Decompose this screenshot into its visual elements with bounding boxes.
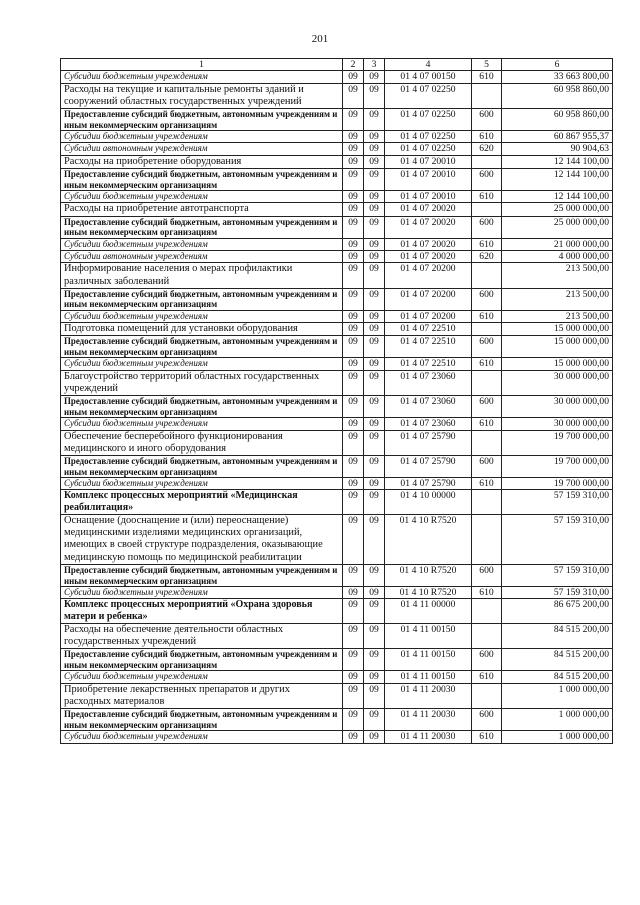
row-name-cell: Предоставление субсидий бюджетным, автономным учреждениям и иным некоммерческим организациям bbox=[61, 169, 343, 191]
row-subsection-cell: 09 bbox=[364, 155, 385, 168]
table-row bbox=[61, 731, 613, 743]
row-target-article-cell: 01 4 07 22510 bbox=[385, 336, 472, 358]
row-amount-cell: 19 700 000,00 bbox=[502, 456, 613, 478]
row-amount-cell: 90 904,63 bbox=[502, 143, 613, 155]
row-subsection-cell: 09 bbox=[364, 671, 385, 683]
row-subsection-cell: 09 bbox=[364, 238, 385, 250]
row-section-cell: 09 bbox=[343, 155, 364, 168]
row-amount-cell: 4 000 000,00 bbox=[502, 250, 613, 262]
row-section-cell: 09 bbox=[343, 169, 364, 191]
row-expense-type-cell: 600 bbox=[472, 565, 502, 587]
row-expense-type-cell: 600 bbox=[472, 109, 502, 131]
row-expense-type-cell: 610 bbox=[472, 358, 502, 370]
row-target-article-cell: 01 4 07 25790 bbox=[385, 478, 472, 490]
row-name-cell: Подготовка помещений для установки оборудования bbox=[61, 323, 343, 336]
row-expense-type-cell bbox=[472, 370, 502, 396]
table-row bbox=[61, 649, 613, 671]
row-amount-cell: 19 700 000,00 bbox=[502, 478, 613, 490]
row-subsection-cell: 09 bbox=[364, 514, 385, 564]
row-name-cell: Субсидии автономным учреждениям bbox=[61, 250, 343, 262]
row-section-cell: 09 bbox=[343, 456, 364, 478]
row-section-cell: 09 bbox=[343, 131, 364, 143]
table-row bbox=[61, 191, 613, 203]
row-expense-type-cell: 610 bbox=[472, 671, 502, 683]
column-header-3: 3 bbox=[364, 59, 385, 71]
row-expense-type-cell: 620 bbox=[472, 250, 502, 262]
row-expense-type-cell: 610 bbox=[472, 587, 502, 599]
row-section-cell: 09 bbox=[343, 430, 364, 456]
row-subsection-cell: 09 bbox=[364, 565, 385, 587]
row-section-cell: 09 bbox=[343, 709, 364, 731]
row-name-cell: Расходы на текущие и капитальные ремонты зданий и сооружений областных государственных учреждений bbox=[61, 83, 343, 109]
row-expense-type-cell: 600 bbox=[472, 396, 502, 418]
row-section-cell: 09 bbox=[343, 250, 364, 262]
row-name-cell: Обеспечение бесперебойного функционирования медицинского и иного оборудования bbox=[61, 430, 343, 456]
row-expense-type-cell: 610 bbox=[472, 71, 502, 83]
row-expense-type-cell bbox=[472, 490, 502, 515]
row-name-cell: Субсидии бюджетным учреждениям bbox=[61, 310, 343, 322]
row-expense-type-cell bbox=[472, 683, 502, 709]
row-target-article-cell: 01 4 07 20200 bbox=[385, 263, 472, 289]
row-target-article-cell: 01 4 10 00000 bbox=[385, 490, 472, 515]
row-expense-type-cell: 610 bbox=[472, 310, 502, 322]
row-name-cell: Субсидии бюджетным учреждениям bbox=[61, 587, 343, 599]
row-name-cell: Предоставление субсидий бюджетным, автономным учреждениям и иным некоммерческим организациям bbox=[61, 288, 343, 310]
row-section-cell: 09 bbox=[343, 323, 364, 336]
row-expense-type-cell bbox=[472, 514, 502, 564]
row-subsection-cell: 09 bbox=[364, 191, 385, 203]
row-name-cell: Информирование населения о мерах профилактики различных заболеваний bbox=[61, 263, 343, 289]
row-name-cell: Предоставление субсидий бюджетным, автономным учреждениям и иным некоммерческим организациям bbox=[61, 456, 343, 478]
row-name-cell: Предоставление субсидий бюджетным, автономным учреждениям и иным некоммерческим организациям bbox=[61, 109, 343, 131]
table-row bbox=[61, 514, 613, 564]
row-target-article-cell: 01 4 11 00150 bbox=[385, 649, 472, 671]
row-name-cell: Субсидии автономным учреждениям bbox=[61, 143, 343, 155]
row-target-article-cell: 01 4 11 00150 bbox=[385, 623, 472, 649]
column-header-5: 5 bbox=[472, 59, 502, 71]
row-target-article-cell: 01 4 07 02250 bbox=[385, 83, 472, 109]
row-section-cell: 09 bbox=[343, 191, 364, 203]
row-name-cell: Субсидии бюджетным учреждениям bbox=[61, 731, 343, 743]
row-name-cell: Предоставление субсидий бюджетным, автономным учреждениям и иным некоммерческим организациям bbox=[61, 396, 343, 418]
row-amount-cell: 19 700 000,00 bbox=[502, 430, 613, 456]
row-expense-type-cell bbox=[472, 623, 502, 649]
row-amount-cell: 12 144 100,00 bbox=[502, 191, 613, 203]
row-amount-cell: 57 159 310,00 bbox=[502, 490, 613, 515]
row-subsection-cell: 09 bbox=[364, 370, 385, 396]
row-name-cell: Оснащение (дооснащение и (или) переоснащение) медицинскими изделиями медицинских организаций, имеющих в своей структуре подразделения, оказывающие медицинскую помощь по медицинской реабилитации bbox=[61, 514, 343, 564]
page-number: 201 bbox=[311, 33, 329, 45]
row-subsection-cell: 09 bbox=[364, 623, 385, 649]
row-target-article-cell: 01 4 07 20020 bbox=[385, 250, 472, 262]
table-row bbox=[61, 623, 613, 649]
row-subsection-cell: 09 bbox=[364, 336, 385, 358]
row-amount-cell: 15 000 000,00 bbox=[502, 336, 613, 358]
table-row bbox=[61, 288, 613, 310]
row-section-cell: 09 bbox=[343, 599, 364, 624]
row-expense-type-cell bbox=[472, 83, 502, 109]
row-expense-type-cell bbox=[472, 263, 502, 289]
row-subsection-cell: 09 bbox=[364, 169, 385, 191]
row-section-cell: 09 bbox=[343, 203, 364, 216]
row-name-cell: Субсидии бюджетным учреждениям bbox=[61, 671, 343, 683]
row-expense-type-cell: 600 bbox=[472, 336, 502, 358]
row-target-article-cell: 01 4 11 20030 bbox=[385, 709, 472, 731]
table-row bbox=[61, 71, 613, 83]
table-row bbox=[61, 83, 613, 109]
row-subsection-cell: 09 bbox=[364, 456, 385, 478]
row-subsection-cell: 09 bbox=[364, 263, 385, 289]
table-row bbox=[61, 565, 613, 587]
table-body bbox=[61, 71, 613, 743]
table-row bbox=[61, 370, 613, 396]
row-subsection-cell: 09 bbox=[364, 587, 385, 599]
row-section-cell: 09 bbox=[343, 418, 364, 430]
row-subsection-cell: 09 bbox=[364, 478, 385, 490]
table-row bbox=[61, 336, 613, 358]
row-subsection-cell: 09 bbox=[364, 323, 385, 336]
row-expense-type-cell: 610 bbox=[472, 478, 502, 490]
row-target-article-cell: 01 4 07 20020 bbox=[385, 203, 472, 216]
row-amount-cell: 86 675 200,00 bbox=[502, 599, 613, 624]
row-section-cell: 09 bbox=[343, 490, 364, 515]
table-row bbox=[61, 323, 613, 336]
row-target-article-cell: 01 4 07 02250 bbox=[385, 131, 472, 143]
table-row bbox=[61, 131, 613, 143]
row-section-cell: 09 bbox=[343, 514, 364, 564]
row-section-cell: 09 bbox=[343, 587, 364, 599]
row-expense-type-cell: 600 bbox=[472, 649, 502, 671]
column-header-6: 6 bbox=[502, 59, 613, 71]
row-section-cell: 09 bbox=[343, 565, 364, 587]
row-name-cell: Расходы на обеспечение деятельности областных государственных учреждений bbox=[61, 623, 343, 649]
row-expense-type-cell: 610 bbox=[472, 191, 502, 203]
row-amount-cell: 1 000 000,00 bbox=[502, 709, 613, 731]
row-subsection-cell: 09 bbox=[364, 203, 385, 216]
row-section-cell: 09 bbox=[343, 649, 364, 671]
row-target-article-cell: 01 4 07 20020 bbox=[385, 216, 472, 238]
row-target-article-cell: 01 4 10 R7520 bbox=[385, 514, 472, 564]
row-name-cell: Субсидии бюджетным учреждениям bbox=[61, 478, 343, 490]
row-section-cell: 09 bbox=[343, 288, 364, 310]
row-subsection-cell: 09 bbox=[364, 216, 385, 238]
row-section-cell: 09 bbox=[343, 71, 364, 83]
table-row bbox=[61, 599, 613, 624]
row-amount-cell: 60 958 860,00 bbox=[502, 109, 613, 131]
table-row bbox=[61, 418, 613, 430]
row-name-cell: Субсидии бюджетным учреждениям bbox=[61, 131, 343, 143]
row-amount-cell: 84 515 200,00 bbox=[502, 649, 613, 671]
budget-table bbox=[60, 58, 613, 744]
column-header-4: 4 bbox=[385, 59, 472, 71]
row-amount-cell: 57 159 310,00 bbox=[502, 587, 613, 599]
row-subsection-cell: 09 bbox=[364, 599, 385, 624]
table-row bbox=[61, 671, 613, 683]
table-row bbox=[61, 430, 613, 456]
row-amount-cell: 213 500,00 bbox=[502, 310, 613, 322]
row-section-cell: 09 bbox=[343, 143, 364, 155]
row-subsection-cell: 09 bbox=[364, 83, 385, 109]
table-row bbox=[61, 155, 613, 168]
table-header-row bbox=[61, 59, 613, 71]
row-name-cell: Субсидии бюджетным учреждениям bbox=[61, 71, 343, 83]
row-section-cell: 09 bbox=[343, 683, 364, 709]
row-target-article-cell: 01 4 07 20010 bbox=[385, 169, 472, 191]
row-expense-type-cell: 600 bbox=[472, 456, 502, 478]
row-amount-cell: 15 000 000,00 bbox=[502, 358, 613, 370]
row-amount-cell: 15 000 000,00 bbox=[502, 323, 613, 336]
row-target-article-cell: 01 4 11 20030 bbox=[385, 683, 472, 709]
table-row bbox=[61, 310, 613, 322]
row-name-cell: Расходы на приобретение оборудования bbox=[61, 155, 343, 168]
row-target-article-cell: 01 4 10 R7520 bbox=[385, 565, 472, 587]
row-amount-cell: 60 867 955,37 bbox=[502, 131, 613, 143]
row-expense-type-cell: 600 bbox=[472, 216, 502, 238]
row-name-cell: Расходы на приобретение автотранспорта bbox=[61, 203, 343, 216]
row-amount-cell: 33 663 800,00 bbox=[502, 71, 613, 83]
row-section-cell: 09 bbox=[343, 216, 364, 238]
column-header-1: 1 bbox=[61, 59, 343, 71]
row-target-article-cell: 01 4 07 25790 bbox=[385, 456, 472, 478]
table-row bbox=[61, 109, 613, 131]
row-name-cell: Комплекс процессных мероприятий «Охрана здоровья матери и ребенка» bbox=[61, 599, 343, 624]
row-subsection-cell: 09 bbox=[364, 683, 385, 709]
table-row bbox=[61, 143, 613, 155]
row-target-article-cell: 01 4 07 20010 bbox=[385, 191, 472, 203]
row-target-article-cell: 01 4 07 23060 bbox=[385, 418, 472, 430]
row-subsection-cell: 09 bbox=[364, 288, 385, 310]
row-amount-cell: 1 000 000,00 bbox=[502, 731, 613, 743]
row-name-cell: Субсидии бюджетным учреждениям bbox=[61, 191, 343, 203]
row-subsection-cell: 09 bbox=[364, 358, 385, 370]
row-section-cell: 09 bbox=[343, 336, 364, 358]
row-subsection-cell: 09 bbox=[364, 250, 385, 262]
row-section-cell: 09 bbox=[343, 396, 364, 418]
row-name-cell: Субсидии бюджетным учреждениям bbox=[61, 418, 343, 430]
row-subsection-cell: 09 bbox=[364, 490, 385, 515]
row-subsection-cell: 09 bbox=[364, 418, 385, 430]
row-amount-cell: 213 500,00 bbox=[502, 263, 613, 289]
row-section-cell: 09 bbox=[343, 731, 364, 743]
row-subsection-cell: 09 bbox=[364, 709, 385, 731]
row-name-cell: Приобретение лекарственных препаратов и других расходных материалов bbox=[61, 683, 343, 709]
row-amount-cell: 25 000 000,00 bbox=[502, 216, 613, 238]
row-target-article-cell: 01 4 07 22510 bbox=[385, 358, 472, 370]
table-row bbox=[61, 456, 613, 478]
row-name-cell: Предоставление субсидий бюджетным, автономным учреждениям и иным некоммерческим организациям bbox=[61, 649, 343, 671]
row-section-cell: 09 bbox=[343, 623, 364, 649]
row-expense-type-cell: 600 bbox=[472, 288, 502, 310]
row-target-article-cell: 01 4 07 20020 bbox=[385, 238, 472, 250]
table-row bbox=[61, 490, 613, 515]
table-row bbox=[61, 216, 613, 238]
row-amount-cell: 84 515 200,00 bbox=[502, 623, 613, 649]
table-row bbox=[61, 587, 613, 599]
row-amount-cell: 57 159 310,00 bbox=[502, 565, 613, 587]
row-section-cell: 09 bbox=[343, 263, 364, 289]
table-row bbox=[61, 683, 613, 709]
row-expense-type-cell bbox=[472, 155, 502, 168]
row-name-cell: Благоустройство территорий областных государственных учреждений bbox=[61, 370, 343, 396]
row-expense-type-cell: 610 bbox=[472, 238, 502, 250]
row-target-article-cell: 01 4 07 23060 bbox=[385, 370, 472, 396]
row-amount-cell: 1 000 000,00 bbox=[502, 683, 613, 709]
row-amount-cell: 21 000 000,00 bbox=[502, 238, 613, 250]
row-subsection-cell: 09 bbox=[364, 649, 385, 671]
row-target-article-cell: 01 4 07 00150 bbox=[385, 71, 472, 83]
row-target-article-cell: 01 4 07 02250 bbox=[385, 109, 472, 131]
table-row bbox=[61, 238, 613, 250]
row-target-article-cell: 01 4 07 20200 bbox=[385, 310, 472, 322]
row-amount-cell: 25 000 000,00 bbox=[502, 203, 613, 216]
row-amount-cell: 12 144 100,00 bbox=[502, 155, 613, 168]
row-section-cell: 09 bbox=[343, 83, 364, 109]
table-row bbox=[61, 263, 613, 289]
row-subsection-cell: 09 bbox=[364, 731, 385, 743]
row-amount-cell: 30 000 000,00 bbox=[502, 370, 613, 396]
row-expense-type-cell bbox=[472, 599, 502, 624]
row-subsection-cell: 09 bbox=[364, 430, 385, 456]
row-amount-cell: 84 515 200,00 bbox=[502, 671, 613, 683]
row-target-article-cell: 01 4 07 25790 bbox=[385, 430, 472, 456]
row-amount-cell: 213 500,00 bbox=[502, 288, 613, 310]
row-name-cell: Предоставление субсидий бюджетным, автономным учреждениям и иным некоммерческим организациям bbox=[61, 565, 343, 587]
row-expense-type-cell: 610 bbox=[472, 131, 502, 143]
row-target-article-cell: 01 4 11 20030 bbox=[385, 731, 472, 743]
row-target-article-cell: 01 4 11 00000 bbox=[385, 599, 472, 624]
table-row bbox=[61, 358, 613, 370]
row-expense-type-cell bbox=[472, 430, 502, 456]
table-row bbox=[61, 478, 613, 490]
row-subsection-cell: 09 bbox=[364, 310, 385, 322]
row-target-article-cell: 01 4 07 02250 bbox=[385, 143, 472, 155]
row-target-article-cell: 01 4 07 20010 bbox=[385, 155, 472, 168]
table-row bbox=[61, 396, 613, 418]
row-section-cell: 09 bbox=[343, 358, 364, 370]
row-amount-cell: 30 000 000,00 bbox=[502, 418, 613, 430]
row-amount-cell: 30 000 000,00 bbox=[502, 396, 613, 418]
table-row bbox=[61, 203, 613, 216]
row-section-cell: 09 bbox=[343, 109, 364, 131]
row-subsection-cell: 09 bbox=[364, 71, 385, 83]
table-row bbox=[61, 169, 613, 191]
row-subsection-cell: 09 bbox=[364, 143, 385, 155]
row-target-article-cell: 01 4 07 20200 bbox=[385, 288, 472, 310]
row-target-article-cell: 01 4 07 22510 bbox=[385, 323, 472, 336]
row-amount-cell: 57 159 310,00 bbox=[502, 514, 613, 564]
table-row bbox=[61, 709, 613, 731]
row-name-cell: Предоставление субсидий бюджетным, автономным учреждениям и иным некоммерческим организациям bbox=[61, 709, 343, 731]
row-name-cell: Предоставление субсидий бюджетным, автономным учреждениям и иным некоммерческим организациям bbox=[61, 216, 343, 238]
row-section-cell: 09 bbox=[343, 238, 364, 250]
table-row bbox=[61, 250, 613, 262]
row-section-cell: 09 bbox=[343, 310, 364, 322]
row-expense-type-cell: 620 bbox=[472, 143, 502, 155]
row-subsection-cell: 09 bbox=[364, 109, 385, 131]
row-amount-cell: 60 958 860,00 bbox=[502, 83, 613, 109]
row-expense-type-cell: 610 bbox=[472, 731, 502, 743]
row-section-cell: 09 bbox=[343, 478, 364, 490]
row-expense-type-cell bbox=[472, 323, 502, 336]
row-amount-cell: 12 144 100,00 bbox=[502, 169, 613, 191]
column-header-2: 2 bbox=[343, 59, 364, 71]
row-name-cell: Субсидии бюджетным учреждениям bbox=[61, 358, 343, 370]
row-name-cell: Предоставление субсидий бюджетным, автономным учреждениям и иным некоммерческим организациям bbox=[61, 336, 343, 358]
row-subsection-cell: 09 bbox=[364, 396, 385, 418]
row-target-article-cell: 01 4 07 23060 bbox=[385, 396, 472, 418]
row-target-article-cell: 01 4 11 00150 bbox=[385, 671, 472, 683]
row-expense-type-cell: 600 bbox=[472, 709, 502, 731]
row-section-cell: 09 bbox=[343, 671, 364, 683]
row-expense-type-cell: 610 bbox=[472, 418, 502, 430]
row-subsection-cell: 09 bbox=[364, 131, 385, 143]
row-target-article-cell: 01 4 10 R7520 bbox=[385, 587, 472, 599]
row-section-cell: 09 bbox=[343, 370, 364, 396]
row-name-cell: Субсидии бюджетным учреждениям bbox=[61, 238, 343, 250]
row-expense-type-cell bbox=[472, 203, 502, 216]
row-name-cell: Комплекс процессных мероприятий «Медицинская реабилитация» bbox=[61, 490, 343, 515]
row-expense-type-cell: 600 bbox=[472, 169, 502, 191]
